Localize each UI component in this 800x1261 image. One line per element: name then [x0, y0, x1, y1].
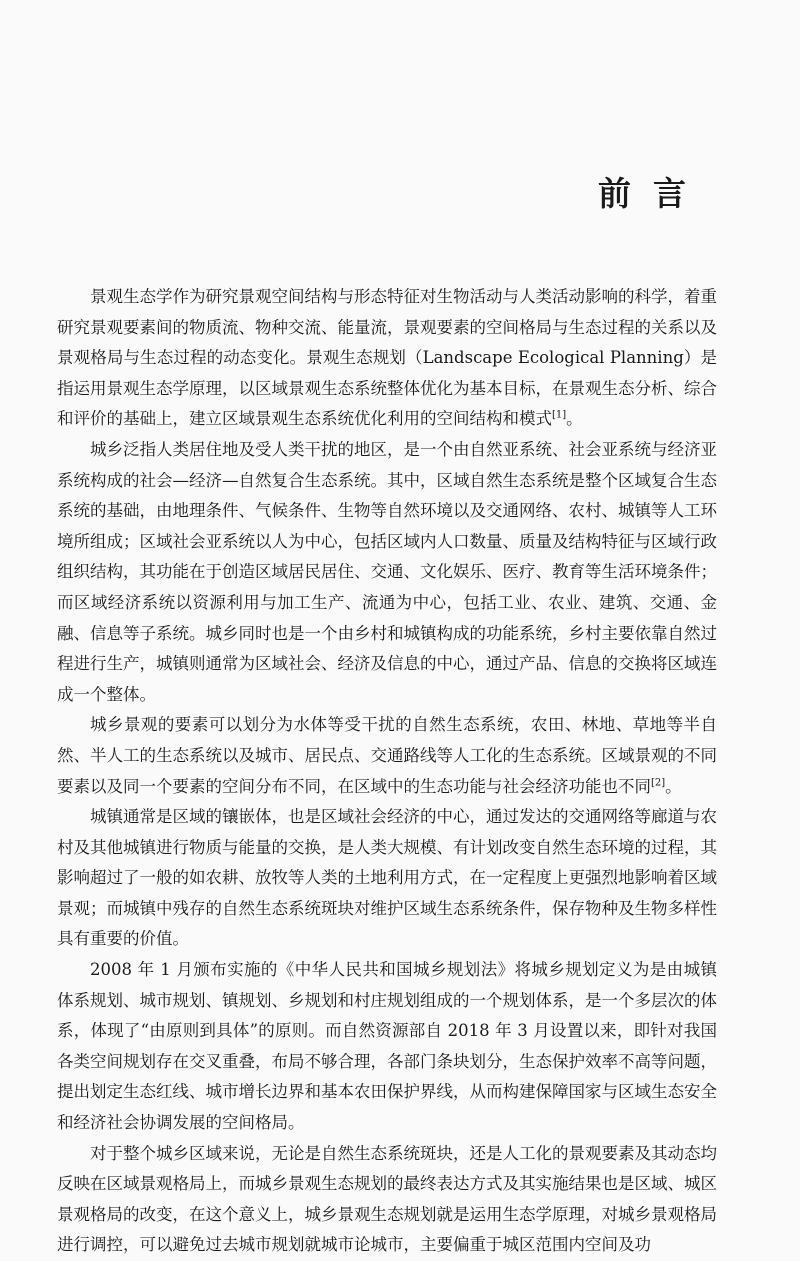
- paragraph-tail: 。: [665, 776, 682, 796]
- paragraph: [57, 955, 717, 1139]
- paragraph-text: 城镇通常是区域的镶嵌体，也是区域社会经济的中心，通过发达的交通网络等廊道与农村及其他城镇进行物质与能量的交换，是人类大规模、有计划改变自然生态环境的过程，其影响超过了一般的如农耕、放牧等人类的土地利用方式，在一定程度上更强烈地影响着区域景观；而城镇中残存的自然生态系统斑块对维护区域生态系统条件，保存物种及生物多样性具有重要的价值。: [57, 807, 717, 949]
- citation-ref: [1]: [552, 409, 567, 421]
- paragraph-text: 城乡景观的要素可以划分为水体等受干扰的自然生态系统，农田、林地、草地等半自然、半人工的生态系统以及城市、居民点、交通路线等人工化的生态系统。区域景观的不同要素以及同一个要素的空间分布不同，在区域中的生态功能与社会经济功能也不同: [57, 715, 717, 796]
- paragraph: [57, 802, 717, 955]
- paragraph-text: 景观生态学作为研究景观空间结构与形态特征对生物活动与人类活动影响的科学，着重研究景观要素间的物质流、物种交流、能量流，景观要素的空间格局与生态过程的关系以及景观格局与生态过程的动态变化。景观生态规划（Landscape Ecological Planning）是指运用景观生态学原理，以区域景观生态系统整体优化为基本目标，在景观生态分析、综合和评价的基础上，建立区域景观生态系统优化利用的空间结构和模式: [57, 287, 717, 429]
- citation-ref: [2]: [651, 777, 666, 788]
- preface-body: [57, 282, 717, 1261]
- paragraph: [57, 710, 717, 802]
- paragraph-tail: 。: [566, 409, 583, 429]
- paragraph: [57, 1139, 717, 1261]
- paragraph: [57, 435, 717, 710]
- paragraph: [57, 282, 717, 435]
- page-title: 前言: [598, 174, 708, 213]
- paragraph-text: 2008 年 1 月颁布实施的《中华人民共和国城乡规划法》将城乡规划定义为是由城镇体系规划、城市规划、镇规划、乡规划和村庄规划组成的一个规划体系，是一个多层次的体系，体现了“由原则到具体”的原则。而自然资源部自 2018 年 3 月设置以来，即针对我国各类空间规划存在交叉重叠，布局不够合理，各部门条块划分，生态保护效率不高等问题，提出划定生态红线、城市增长边界和基本农田保护界线，从而构建保障国家与区域生态安全和经济社会协调发展的空间格局。: [57, 960, 717, 1133]
- paragraph-text: 对于整个城乡区域来说，无论是自然生态系统斑块，还是人工化的景观要素及其动态均反映在区域景观格局上，而城乡景观生态规划的最终表达方式及其实施结果也是区域、城区景观格局的改变，在这个意义上，城乡景观生态规划就是运用生态学原理，对城乡景观格局进行调控，可以避免过去城市规划就城市论城市，主要偏重于城区范围内空间及功: [57, 1143, 717, 1255]
- paragraph-text: 城乡泛指人类居住地及受人类干扰的地区，是一个由自然亚系统、社会亚系统与经济亚系统构成的社会—经济—自然复合生态系统。其中，区域自然生态系统是整个区域复合生态系统的基础，由地理条件、气候条件、生物等自然环境以及交通网络、农村、城镇等人工环境所组成；区域社会亚系统以人为中心，包括区域内人口数量、质量及结构特征与区域行政组织结构，其功能在于创造区域居民居住、交通、文化娱乐、医疗、教育等生活环境条件；而区域经济系统以资源利用与加工生产、流通为中心，包括工业、农业、建筑、交通、金融、信息等子系统。城乡同时也是一个由乡村和城镇构成的功能系统，乡村主要依靠自然过程进行生产，城镇则通常为区域社会、经济及信息的中心，通过产品、信息的交换将区域连成一个整体。: [57, 439, 717, 704]
